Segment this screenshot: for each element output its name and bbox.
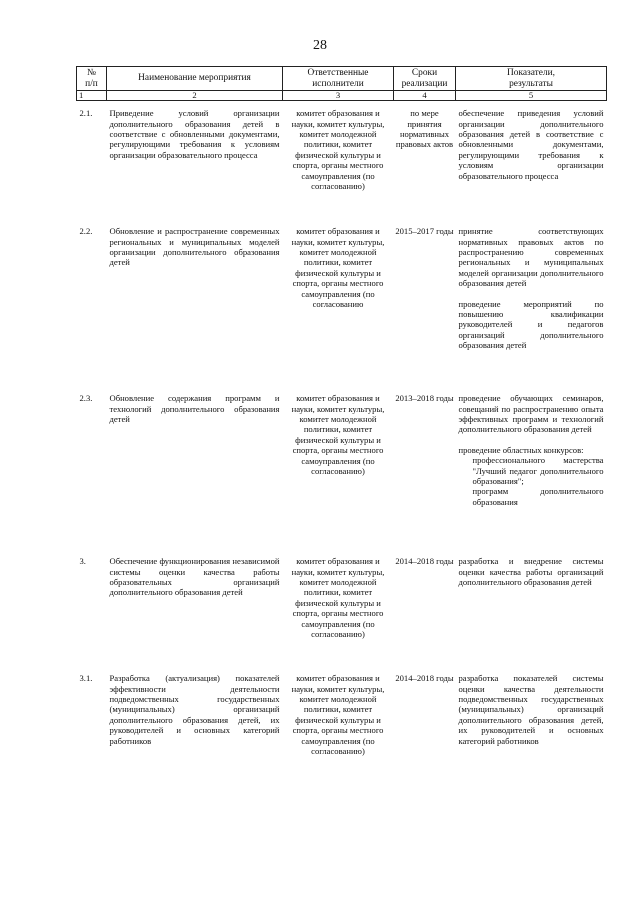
header-indicators: Показатели, результаты [456, 67, 607, 91]
row-number: 2.3. [79, 393, 93, 404]
result-item: разработка и внедрение системы оценки качества работы организаций дополнительного образования детей [458, 556, 604, 587]
result-contest-item: профессионального мастерства "Лучший педагог дополнительного образования"; [472, 455, 604, 487]
table-row [77, 673, 607, 823]
indicators-results [456, 673, 607, 823]
activity-name: Разработка (актуализация) показателей эффективности деятельности подведомственных государственных (муниципальных) организаций дополнительного образования детей, их руководителей и основных категорий работников [109, 673, 280, 746]
row-number: 2.2. [79, 226, 93, 237]
header-responsible: Ответственные исполнители [283, 67, 394, 91]
column-number: 4 [394, 91, 456, 101]
table-row [77, 393, 607, 556]
table-row [77, 226, 607, 393]
result-contests-intro: проведение областных конкурсов: [458, 444, 584, 455]
page-number: 28 [313, 38, 327, 53]
column-number: 1 [77, 91, 107, 101]
table-header-row [77, 67, 607, 91]
column-number-row [77, 91, 607, 101]
responsible-executors: комитет образования и науки, комитет культуры, комитет молодежной политики, комитет физической культуры и спорта, органы местного самоуправления (по согласованию) [291, 673, 385, 757]
activity-name: Обновление содержания программ и технологий дополнительного образования детей [109, 393, 280, 424]
implementation-terms: 2014–2018 годы [395, 673, 454, 684]
row-number: 2.1. [79, 108, 93, 119]
table-row [77, 108, 607, 226]
header-number: № п/п [77, 67, 107, 91]
implementation-terms: 2014–2018 годы [395, 556, 454, 567]
result-item: проведение обучающих семинаров, совещаний по распространению опыта эффективных программ и технологий дополнительного образования детей [458, 393, 604, 435]
indicators-results [456, 556, 607, 673]
responsible-executors: комитет образования и науки, комитет культуры, комитет молодежной политики, комитет физической культуры и спорта, органы местного самоуправления (по согласованию) [291, 108, 385, 192]
activity-name: Приведение условий организации дополнительного образования детей в соответствие с обновленными документами, регулирующими требования к условиям организации образовательного процесса [109, 108, 280, 160]
responsible-executors: комитет образования и науки, комитет культуры, комитет молодежной политики, комитет физической культуры и спорта, органы местного самоуправления (по согласованию [291, 226, 385, 310]
column-number: 2 [107, 91, 283, 101]
responsible-executors: комитет образования и науки, комитет культуры, комитет молодежной политики, комитет физической культуры и спорта, органы местного самоуправления (по согласованию) [291, 393, 385, 477]
row-number: 3. [79, 556, 86, 567]
row-number: 3.1. [79, 673, 93, 684]
column-number: 5 [456, 91, 607, 101]
result-item: разработка показателей системы оценки качества деятельности подведомственных государственных (муниципальных) организаций дополнительного образования детей, их руководителей и основных категорий работников [458, 673, 604, 746]
indicators-results [456, 108, 607, 226]
activity-name: Обеспечение функционирования независимой системы оценки качества работы образовательных организаций дополнительного образования детей [109, 556, 280, 598]
result-item: принятие соответствующих нормативных правовых актов по распространению современных региональных и муниципальных моделей организации дополнительного образования детей [458, 226, 604, 289]
activity-name: Обновление и распространение современных региональных и муниципальных моделей организации дополнительного образования детей [109, 226, 280, 268]
indicators-results [456, 393, 607, 556]
responsible-executors: комитет образования и науки, комитет культуры, комитет молодежной политики, комитет физической культуры и спорта, органы местного самоуправления (по согласованию) [291, 556, 385, 640]
implementation-terms: 2015–2017 годы [395, 226, 454, 237]
header-activity-name: Наименование мероприятия [107, 67, 283, 91]
implementation-terms: 2013–2018 годы [395, 393, 454, 404]
result-contest-item: программ дополнительного образования [472, 486, 604, 507]
result-item: обеспечение приведения условий организации дополнительного образования детей в соответствие с обновленными документами, регулирующими требования к условиям организации образовательного процесса [458, 108, 604, 181]
indicators-results [456, 226, 607, 393]
table-row [77, 556, 607, 673]
column-number: 3 [283, 91, 394, 101]
implementation-terms: по мере принятия нормативных правовых актов [395, 108, 454, 150]
result-item: проведение мероприятий по повышению квалификации руководителей и педагогов организаций дополнительного образования детей [458, 298, 604, 351]
action-plan-table [76, 66, 607, 823]
header-terms: Сроки реализации [394, 67, 456, 91]
